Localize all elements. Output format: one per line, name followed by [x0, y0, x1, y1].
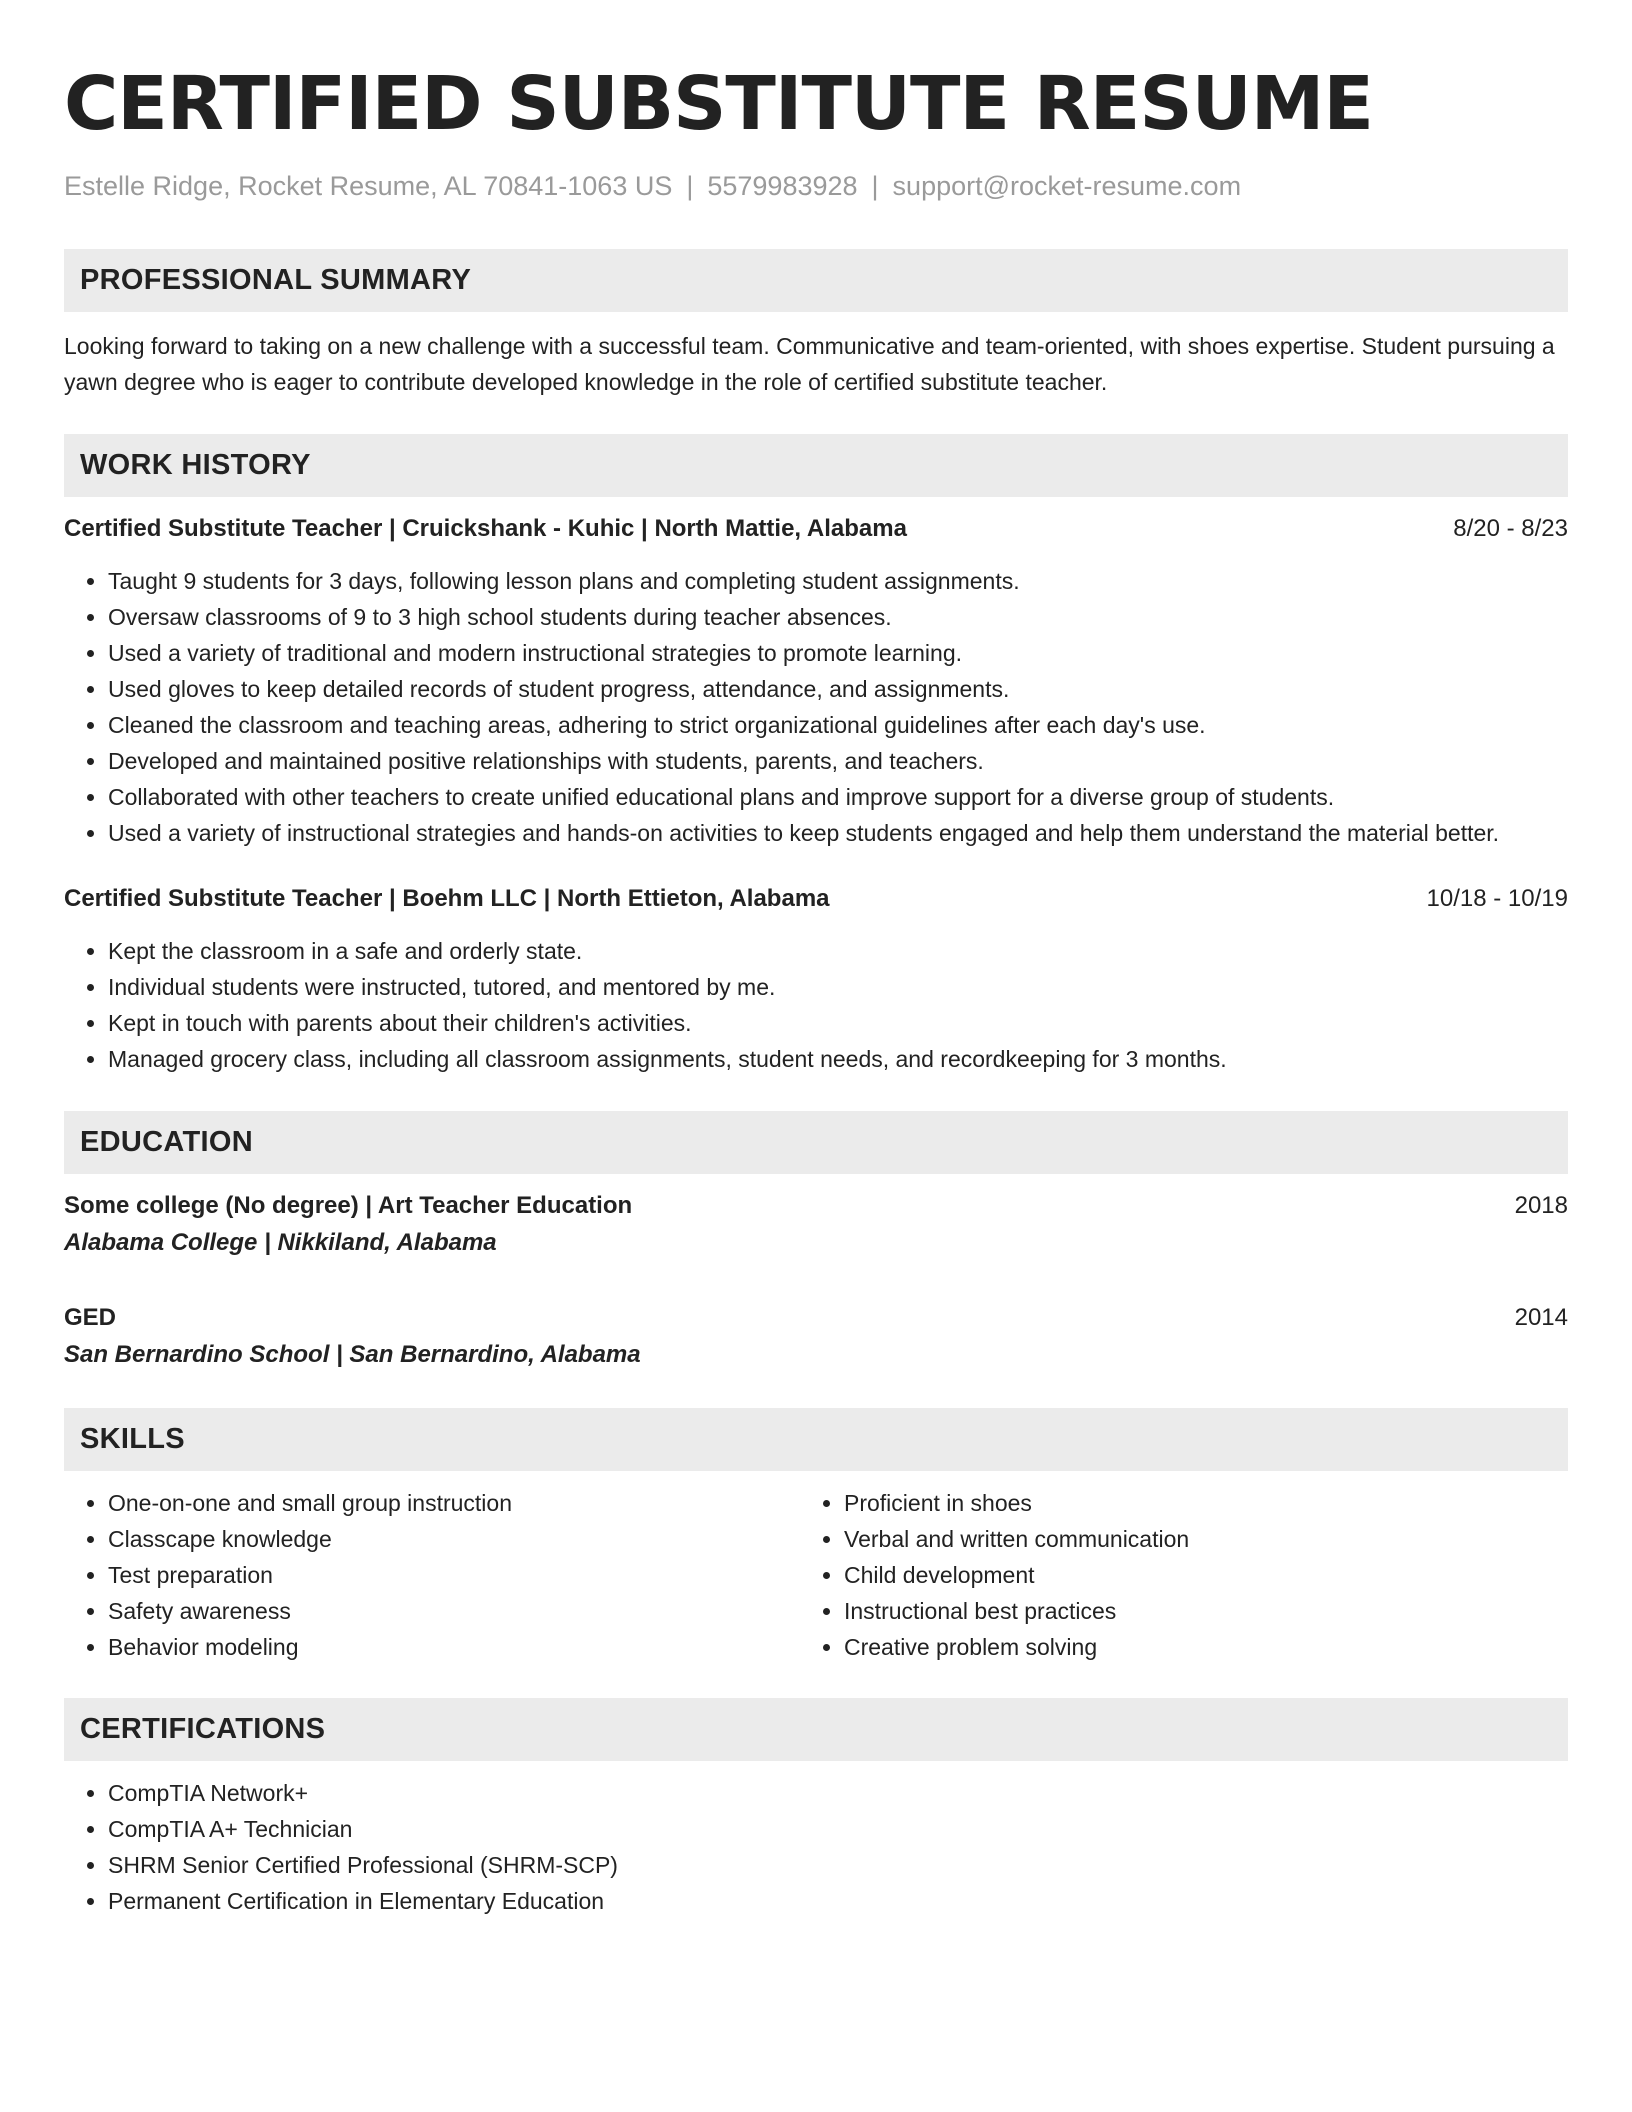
job-header: [64, 881, 1568, 917]
skills-grid: [64, 1485, 1568, 1665]
job-duties-list: [64, 563, 1568, 851]
list-item: • Used a variety of instructional strategies and hands-on activities to keep students engaged and help them understand the material better.: [108, 815, 1568, 851]
skill-item: • Safety awareness: [108, 1593, 800, 1629]
contact-separator: |: [871, 171, 879, 201]
list-item: • Used gloves to keep detailed records of student progress, attendance, and assignments.: [108, 671, 1568, 707]
certification-item: • SHRM Senior Certified Professional (SHRM-SCP): [108, 1847, 1568, 1883]
skill-item: • Creative problem solving: [844, 1629, 1536, 1665]
skill-item: • Proficient in shoes: [844, 1485, 1536, 1521]
list-item: • Individual students were instructed, tutored, and mentored by me.: [108, 969, 1568, 1005]
contact-line: [64, 168, 1568, 204]
job-header: [64, 511, 1568, 547]
contact-address: Estelle Ridge, Rocket Resume, AL 70841-1063 US: [64, 171, 673, 201]
skill-item: • Behavior modeling: [108, 1629, 800, 1665]
list-item: • Developed and maintained positive relationships with students, parents, and teachers.: [108, 743, 1568, 779]
certification-item: • CompTIA Network+: [108, 1775, 1568, 1811]
skill-item: • One-on-one and small group instruction: [108, 1485, 800, 1521]
section-heading-education: EDUCATION: [64, 1111, 1568, 1174]
contact-phone: 5579983928: [707, 171, 858, 201]
education-year: 2014: [1514, 1304, 1568, 1331]
list-item: • Kept in touch with parents about their children's activities.: [108, 1005, 1568, 1041]
contact-email: support@rocket-resume.com: [892, 171, 1242, 201]
skills-list-right: [800, 1485, 1536, 1665]
section-heading-skills: SKILLS: [64, 1408, 1568, 1471]
job-dates: 10/18 - 10/19: [1426, 885, 1568, 912]
contact-separator: |: [686, 171, 694, 201]
education-degree: Some college (No degree) | Art Teacher Education: [64, 1192, 633, 1219]
list-item: • Collaborated with other teachers to create unified educational plans and improve support for a diverse group of students.: [108, 779, 1568, 815]
education-school: San Bernardino School | San Bernardino, Alabama: [64, 1341, 641, 1368]
education-year: 2018: [1514, 1192, 1568, 1219]
skill-item: • Instructional best practices: [844, 1593, 1536, 1629]
certification-item: • Permanent Certification in Elementary Education: [108, 1883, 1568, 1919]
list-item: • Used a variety of traditional and modern instructional strategies to promote learning.: [108, 635, 1568, 671]
list-item: • Oversaw classrooms of 9 to 3 high school students during teacher absences.: [108, 599, 1568, 635]
list-item: • Cleaned the classroom and teaching areas, adhering to strict organizational guidelines after each day's use.: [108, 707, 1568, 743]
list-item: • Taught 9 students for 3 days, following lesson plans and completing student assignments.: [108, 563, 1568, 599]
education-header: [64, 1300, 1568, 1336]
skills-list-left: [64, 1485, 800, 1665]
skill-item: • Child development: [844, 1557, 1536, 1593]
summary-text: Looking forward to taking on a new challenge with a successful team. Communicative and team-oriented, with shoes expertise. Student pursuing a yawn degree who is eager to contribute developed knowledge in the role of certified substitute teacher.: [64, 333, 1555, 395]
skill-item: • Classcape knowledge: [108, 1521, 800, 1557]
resume-title: CERTIFIED SUBSTITUTE RESUME: [64, 61, 1373, 147]
job-dates: 8/20 - 8/23: [1453, 515, 1568, 542]
job-title: Certified Substitute Teacher | Cruickshank - Kuhic | North Mattie, Alabama: [64, 515, 907, 542]
education-header: [64, 1188, 1568, 1224]
job-duties-list: [64, 933, 1568, 1077]
list-item: • Kept the classroom in a safe and orderly state.: [108, 933, 1568, 969]
education-school: Alabama College | Nikkiland, Alabama: [64, 1229, 497, 1256]
job-title: Certified Substitute Teacher | Boehm LLC | North Ettieton, Alabama: [64, 885, 830, 912]
skill-item: • Verbal and written communication: [844, 1521, 1536, 1557]
section-heading-work-history: WORK HISTORY: [64, 434, 1568, 497]
section-heading-certifications: CERTIFICATIONS: [64, 1698, 1568, 1761]
certification-item: • CompTIA A+ Technician: [108, 1811, 1568, 1847]
skill-item: • Test preparation: [108, 1557, 800, 1593]
list-item: • Managed grocery class, including all classroom assignments, student needs, and recordkeeping for 3 months.: [108, 1041, 1568, 1077]
section-heading-summary: PROFESSIONAL SUMMARY: [64, 249, 1568, 312]
education-degree: GED: [64, 1304, 117, 1331]
certifications-list: [64, 1775, 1568, 1919]
